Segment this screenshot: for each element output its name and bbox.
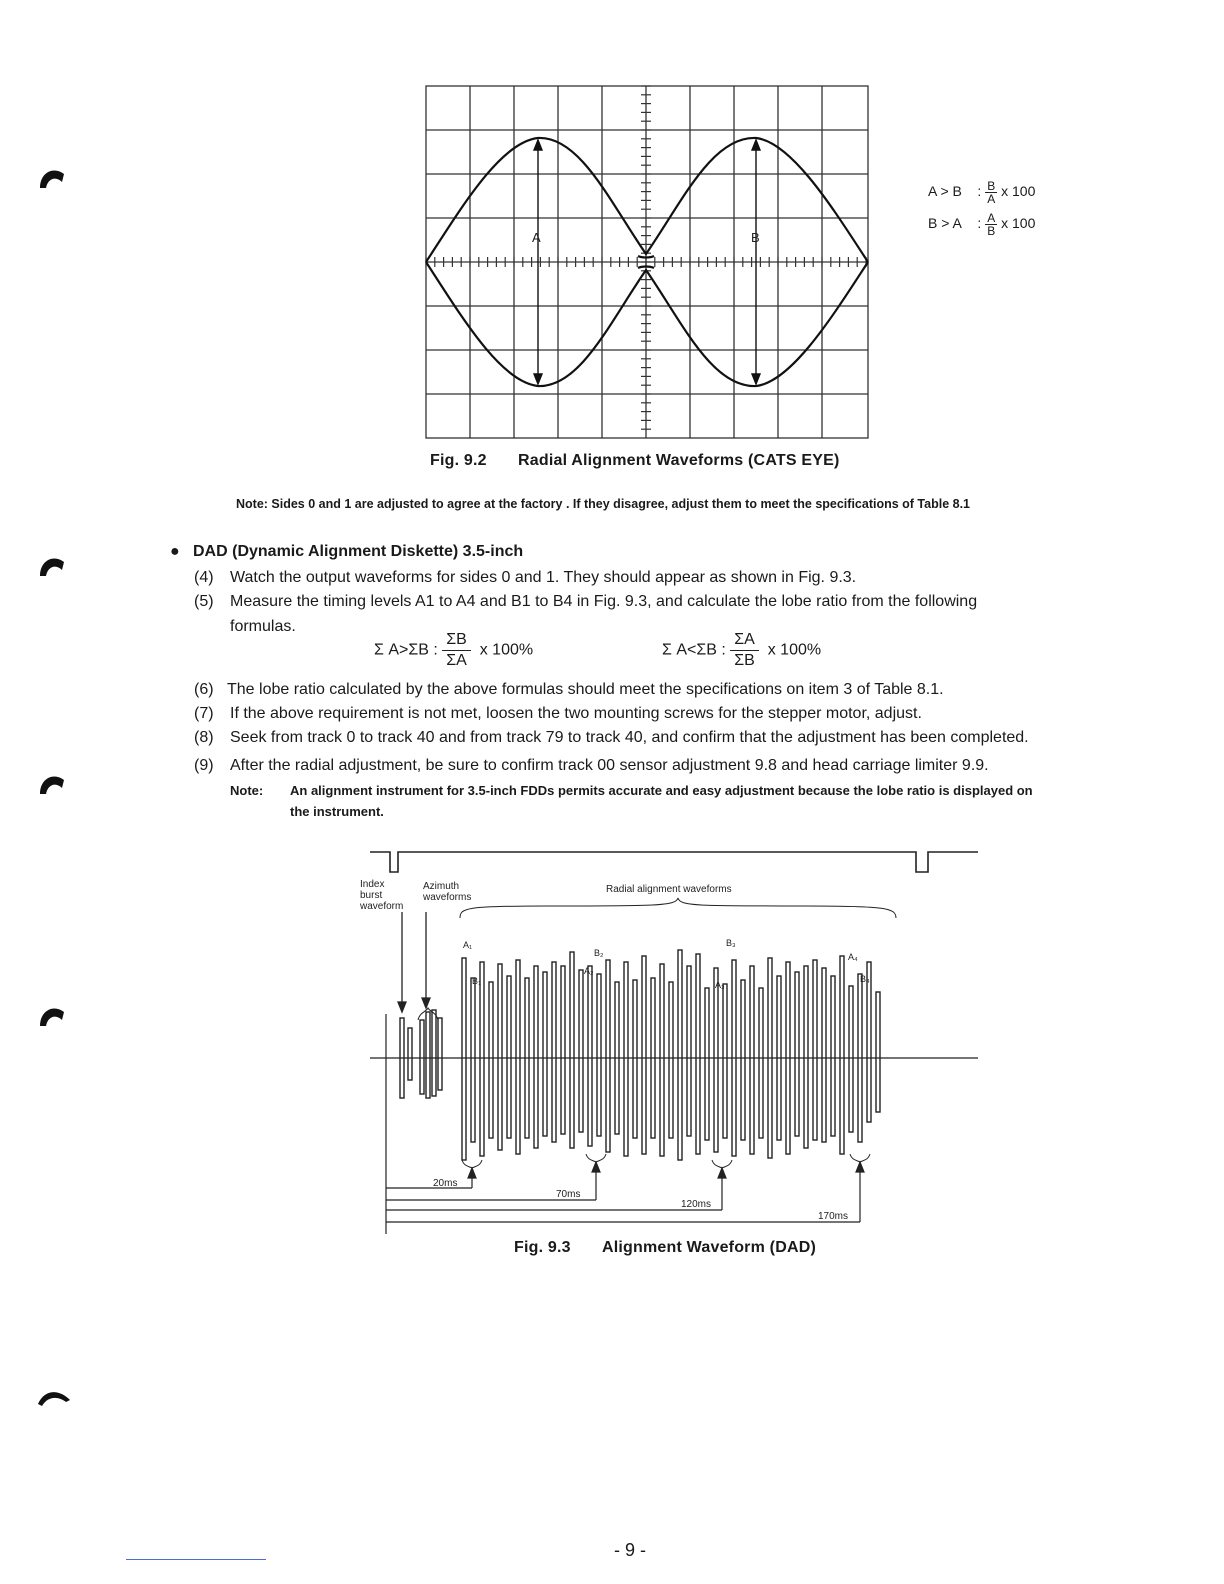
burst-label: burst xyxy=(360,890,383,901)
ratio-formula-b-gt-a: B > A : $\frac{A}{B}$ x 100 xyxy=(928,211,1036,238)
cats-eye-waveform-figure xyxy=(420,82,876,444)
step-8: (8) Seek from track 0 to track 40 and from track 79 to track 40, and confirm that the adjustment has been completed. xyxy=(194,729,1029,746)
step-6: (6) The lobe ratio calculated by the above formulas should meet the specifications on item 3 of Table 8.1. xyxy=(194,681,944,698)
binder-hole-mark xyxy=(36,1000,72,1036)
lobe-b-label: B xyxy=(751,230,760,245)
dad-heading: ● DAD (Dynamic Alignment Diskette) 3.5-inch xyxy=(170,543,524,560)
binder-hole-mark xyxy=(36,162,72,198)
mark-a4: A₄ xyxy=(848,952,858,962)
step-9: (9) After the radial adjustment, be sure to confirm track 00 sensor adjustment 9.8 and head carriage limiter 9.9. xyxy=(194,757,989,774)
time-20ms: 20ms xyxy=(433,1178,458,1189)
binder-hole-mark xyxy=(36,768,72,804)
ratio-formula-a-gt-b: A > B : $\frac{B}{A}$ x 100 xyxy=(928,179,1036,206)
fig-9-2-caption: Fig. 9.2 Radial Alignment Waveforms (CATS EYE) xyxy=(430,452,840,469)
factory-note: Note: Sides 0 and 1 are adjusted to agree at the factory . If they disagree, adjust them to meet the specifications of Table 8.1 xyxy=(236,497,970,511)
page-number: - 9 - xyxy=(614,1540,647,1560)
waveform-label: waveform xyxy=(360,901,404,912)
mark-a1: A₁ xyxy=(463,940,473,950)
step-5-continued: formulas. xyxy=(230,618,296,635)
mark-a2: A₂ xyxy=(584,966,594,976)
dad-waveform-figure xyxy=(356,842,986,1238)
index-label: Index xyxy=(360,879,385,890)
mark-b1: B₁ xyxy=(472,976,482,986)
mark-b4: B₄ xyxy=(860,974,870,984)
mark-b3: B₃ xyxy=(726,938,736,948)
mark-b2: B₂ xyxy=(594,948,604,958)
time-70ms: 70ms xyxy=(556,1189,581,1200)
step-5: (5) Measure the timing levels A1 to A4 and B1 to B4 in Fig. 9.3, and calculate the lobe ratio from the following xyxy=(194,593,978,610)
mark-a3: A₃ xyxy=(715,980,725,990)
footer-rule xyxy=(126,1559,266,1560)
azimuth-label: Azimuth xyxy=(423,881,460,892)
azimuth-waveforms-label: waveforms xyxy=(423,892,472,903)
fig-9-3-caption: Fig. 9.3 Alignment Waveform (DAD) xyxy=(514,1239,816,1256)
lobe-formula-a-lt-b: Σ A<ΣB : $\frac{\Sigma A}{\Sigma B}$ x 100% xyxy=(662,631,822,669)
lobe-formula-a-gt-b: Σ A>ΣB : $\frac{\Sigma B}{\Sigma A}$ x 100% xyxy=(374,631,534,669)
step-7: (7) If the above requirement is not met, loosen the two mounting screws for the stepper motor, adjust. xyxy=(194,705,922,722)
lobe-a-label: A xyxy=(532,230,541,245)
step-4: (4) Watch the output waveforms for sides 0 and 1. They should appear as shown in Fig. 9.3. xyxy=(194,569,857,586)
time-170ms: 170ms xyxy=(818,1211,849,1222)
radial-waveforms-label: Radial alignment waveforms xyxy=(606,884,732,895)
binder-hole-mark xyxy=(36,550,72,586)
binder-hole-mark xyxy=(36,1380,72,1416)
time-120ms: 120ms xyxy=(681,1199,712,1210)
